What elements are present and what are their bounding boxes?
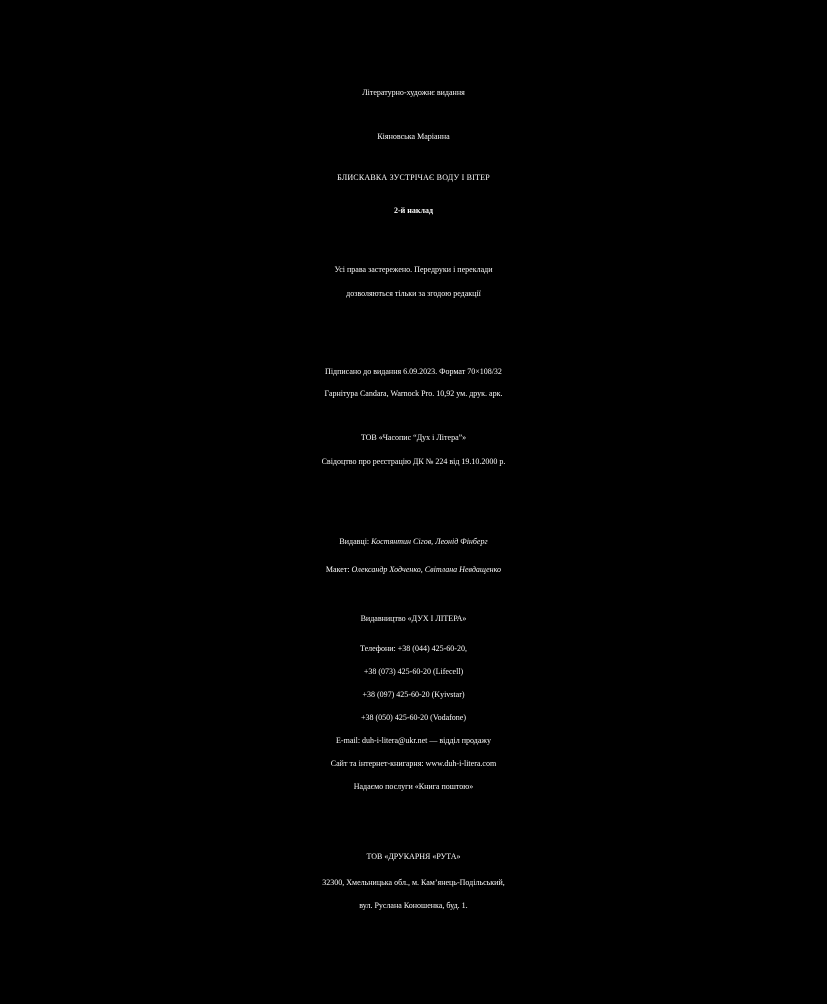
- rights-line-2: дозволяються тільки за згодою редакції: [346, 289, 481, 298]
- publisher-phone-kyivstar: +38 (097) 425-60-20 (Kyivstar): [362, 690, 465, 699]
- print-info-line-2: Гарнітура Candara, Warnock Pro. 10,92 ум. друк. арк.: [324, 389, 503, 398]
- publishers-credit: [0, 538, 827, 546]
- printer-name: ТОВ «ДРУКАРНЯ «РУТА»: [366, 852, 461, 861]
- publishers-names: Костянтин Сігов, Леонід Фінберг: [371, 537, 488, 546]
- layout-names: Олександр Ходченко, Світлана Невдащенко: [351, 565, 502, 574]
- publisher-email: E-mail: duh-i-litera@ukr.net — відділ продажу: [336, 736, 491, 745]
- publisher-name: Видавництво «ДУХ І ЛІТЕРА»: [360, 614, 467, 623]
- printer-address-1: 32300, Хмельницька обл., м. Кам’янець-Подільський,: [322, 878, 505, 887]
- print-info-line-1: Підписано до видання 6.09.2023. Формат 70×108/32: [325, 367, 502, 376]
- edition-label: 2-й наклад: [393, 206, 434, 215]
- rights-line-1: Усі права застережено. Передруки і переклади: [334, 265, 493, 274]
- publisher-phone-lifecell: +38 (073) 425-60-20 (Lifecell): [363, 667, 464, 676]
- book-title: БЛИСКАВКА ЗУСТРІЧАЄ ВОДУ І ВІТЕР: [337, 173, 490, 182]
- layout-credit: [0, 566, 827, 574]
- layout-label: Макет:: [325, 565, 350, 574]
- author-name: Кіяновська Маріанна: [377, 132, 450, 141]
- publisher-service: Надаємо послуги «Книга поштою»: [353, 782, 474, 791]
- genre-label: Літературно-художнє видання: [362, 88, 465, 97]
- publisher-phone-vodafone: +38 (050) 425-60-20 (Vodafone): [360, 713, 466, 722]
- printer-address-2: вул. Руслана Коношенка, буд. 1.: [359, 901, 468, 910]
- publisher-phone-main: Телефони: +38 (044) 425-60-20,: [360, 644, 467, 653]
- publishers-label: Видавці:: [339, 537, 370, 546]
- company-certificate: Свідоцтво про реєстрацію ДК № 224 від 19.10.2000 р.: [321, 457, 506, 466]
- company-name: ТОВ «Часопис “Дух і Літера”»: [360, 433, 467, 442]
- publisher-website: Сайт та інтернет-книгарня: www.duh-i-litera.com: [330, 759, 497, 768]
